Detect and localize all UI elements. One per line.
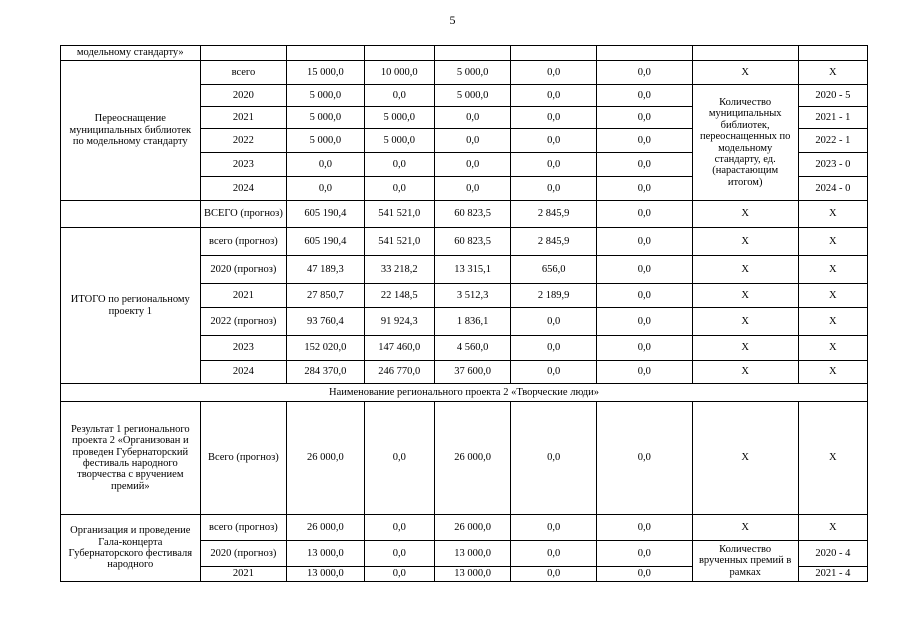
value-cell: Х	[798, 61, 867, 85]
indicator-cell: Х	[692, 361, 798, 384]
indicator-cell: Х	[692, 228, 798, 256]
funding-cell: 5 000,0	[364, 107, 434, 129]
period-cell: 2022 (прогноз)	[200, 308, 287, 336]
period-cell: 2020 (прогноз)	[200, 541, 287, 567]
funding-cell: 0,0	[511, 336, 597, 361]
period-cell: ВСЕГО (прогноз)	[200, 201, 287, 228]
value-cell: 2022 - 1	[798, 129, 867, 153]
budget-table	[60, 45, 868, 582]
table-row	[61, 402, 868, 515]
funding-cell: 656,0	[511, 256, 597, 284]
total-cell: 93 760,4	[287, 308, 364, 336]
itogo-label: ИТОГО по региональному проекту 1	[61, 228, 201, 384]
table-row	[61, 201, 868, 228]
funding-cell: 0,0	[511, 541, 597, 567]
funding-cell: 0,0	[596, 201, 692, 228]
value-cell: Х	[798, 308, 867, 336]
table-row	[61, 228, 868, 256]
period-cell: всего (прогноз)	[200, 515, 287, 541]
funding-cell: 0,0	[596, 129, 692, 153]
total-cell: 5 000,0	[287, 85, 364, 107]
period-cell: 2023	[200, 336, 287, 361]
funding-cell: 10 000,0	[364, 61, 434, 85]
funding-cell: 0,0	[596, 61, 692, 85]
funding-cell: 0,0	[511, 361, 597, 384]
funding-cell: 0,0	[511, 515, 597, 541]
value-cell: 2021 - 4	[798, 567, 867, 582]
funding-cell: 0,0	[434, 177, 510, 201]
table-row	[61, 61, 868, 85]
funding-cell: 0,0	[511, 308, 597, 336]
funding-cell: 0,0	[596, 85, 692, 107]
indicator-cell: Х	[692, 284, 798, 308]
value-cell: Х	[798, 361, 867, 384]
funding-cell: 91 924,3	[364, 308, 434, 336]
total-cell: 26 000,0	[287, 402, 364, 515]
funding-cell: 0,0	[364, 177, 434, 201]
funding-cell: 541 521,0	[364, 228, 434, 256]
funding-cell: 0,0	[511, 402, 597, 515]
funding-cell: 0,0	[434, 153, 510, 177]
value-cell: 2021 - 1	[798, 107, 867, 129]
funding-cell: 0,0	[596, 177, 692, 201]
value-cell: Х	[798, 336, 867, 361]
funding-cell: 0,0	[596, 228, 692, 256]
total-cell: 13 000,0	[287, 541, 364, 567]
period-cell: всего (прогноз)	[200, 228, 287, 256]
page-number: 5	[449, 13, 456, 27]
funding-cell: 2 845,9	[511, 228, 597, 256]
funding-cell: 60 823,5	[434, 228, 510, 256]
value-cell: Х	[798, 515, 867, 541]
gala-indicator-label: Количество врученных премий в рамках	[692, 541, 798, 582]
funding-cell: 13 000,0	[434, 567, 510, 582]
period-cell: 2021	[200, 567, 287, 582]
funding-cell: 0,0	[596, 308, 692, 336]
indicator-label: Количество муниципальных библиотек, переоснащенных по модельному стандарту, ед. (нарастающим итогом)	[692, 85, 798, 201]
indicator-cell: Х	[692, 201, 798, 228]
total-cell: 284 370,0	[287, 361, 364, 384]
period-cell: Всего (прогноз)	[200, 402, 287, 515]
funding-cell: 33 218,2	[364, 256, 434, 284]
funding-cell: 60 823,5	[434, 201, 510, 228]
indicator-cell: Х	[692, 256, 798, 284]
value-cell: Х	[798, 228, 867, 256]
total-cell: 47 189,3	[287, 256, 364, 284]
funding-cell: 0,0	[511, 107, 597, 129]
total-cell: 13 000,0	[287, 567, 364, 582]
funding-cell: 1 836,1	[434, 308, 510, 336]
funding-cell: 0,0	[364, 541, 434, 567]
total-cell: 5 000,0	[287, 129, 364, 153]
block1-label: Переоснащение муниципальных библиотек по модельному стандарту	[61, 61, 201, 201]
funding-cell: 0,0	[511, 153, 597, 177]
value-cell: Х	[798, 201, 867, 228]
funding-cell: 0,0	[596, 153, 692, 177]
total-cell: 0,0	[287, 177, 364, 201]
funding-cell: 5 000,0	[364, 129, 434, 153]
funding-cell: 0,0	[596, 107, 692, 129]
period-cell: 2020	[200, 85, 287, 107]
funding-cell: 0,0	[364, 567, 434, 582]
period-cell: 2023	[200, 153, 287, 177]
total-cell: 5 000,0	[287, 107, 364, 129]
funding-cell: 26 000,0	[434, 515, 510, 541]
period-cell: 2021	[200, 284, 287, 308]
value-cell: Х	[798, 402, 867, 515]
funding-cell: 4 560,0	[434, 336, 510, 361]
funding-cell: 37 600,0	[434, 361, 510, 384]
table-row	[61, 384, 868, 402]
continued-label: модельному стандарту»	[61, 46, 201, 61]
indicator-cell: Х	[692, 336, 798, 361]
total-cell: 605 190,4	[287, 228, 364, 256]
funding-cell: 0,0	[511, 177, 597, 201]
period-cell: 2024	[200, 361, 287, 384]
funding-cell: 13 315,1	[434, 256, 510, 284]
funding-cell: 0,0	[434, 129, 510, 153]
indicator-cell: Х	[692, 61, 798, 85]
value-cell: 2024 - 0	[798, 177, 867, 201]
funding-cell: 5 000,0	[434, 61, 510, 85]
period-cell: 2020 (прогноз)	[200, 256, 287, 284]
funding-cell: 3 512,3	[434, 284, 510, 308]
value-cell: 2020 - 4	[798, 541, 867, 567]
project2-header: Наименование регионального проекта 2 «Творческие люди»	[61, 384, 868, 402]
funding-cell: 0,0	[364, 402, 434, 515]
period-cell: 2021	[200, 107, 287, 129]
funding-cell: 0,0	[364, 515, 434, 541]
total-cell: 15 000,0	[287, 61, 364, 85]
funding-cell: 13 000,0	[434, 541, 510, 567]
indicator-cell: Х	[692, 308, 798, 336]
result1-label: Результат 1 регионального проекта 2 «Организован и проведен Губернаторский фестиваль народного творчества с вручением премий»	[61, 402, 201, 515]
funding-cell: 0,0	[596, 336, 692, 361]
funding-cell: 0,0	[364, 85, 434, 107]
table-row	[61, 515, 868, 541]
value-cell: 2020 - 5	[798, 85, 867, 107]
funding-cell: 147 460,0	[364, 336, 434, 361]
value-cell: 2023 - 0	[798, 153, 867, 177]
funding-cell: 2 189,9	[511, 284, 597, 308]
total-cell: 0,0	[287, 153, 364, 177]
funding-cell: 0,0	[596, 515, 692, 541]
period-cell: 2024	[200, 177, 287, 201]
gala-label: Организация и проведение Гала-концерта Губернаторского фестиваля народного	[61, 515, 201, 582]
funding-cell: 0,0	[434, 107, 510, 129]
value-cell: Х	[798, 256, 867, 284]
funding-cell: 0,0	[596, 361, 692, 384]
funding-cell: 0,0	[511, 567, 597, 582]
funding-cell: 26 000,0	[434, 402, 510, 515]
funding-cell: 0,0	[596, 402, 692, 515]
total-cell: 27 850,7	[287, 284, 364, 308]
total-cell: 605 190,4	[287, 201, 364, 228]
funding-cell: 0,0	[596, 256, 692, 284]
funding-cell: 541 521,0	[364, 201, 434, 228]
value-cell: Х	[798, 284, 867, 308]
indicator-cell: Х	[692, 402, 798, 515]
funding-cell: 22 148,5	[364, 284, 434, 308]
funding-cell: 0,0	[596, 284, 692, 308]
funding-cell: 0,0	[511, 129, 597, 153]
funding-cell: 0,0	[596, 567, 692, 582]
funding-cell: 2 845,9	[511, 201, 597, 228]
funding-cell: 0,0	[511, 61, 597, 85]
period-cell: всего	[200, 61, 287, 85]
funding-cell: 0,0	[596, 541, 692, 567]
total-cell: 26 000,0	[287, 515, 364, 541]
total-cell: 152 020,0	[287, 336, 364, 361]
funding-cell: 0,0	[364, 153, 434, 177]
funding-cell: 0,0	[511, 85, 597, 107]
indicator-cell: Х	[692, 515, 798, 541]
period-cell: 2022	[200, 129, 287, 153]
funding-cell: 246 770,0	[364, 361, 434, 384]
table-row	[61, 46, 868, 61]
funding-cell: 5 000,0	[434, 85, 510, 107]
